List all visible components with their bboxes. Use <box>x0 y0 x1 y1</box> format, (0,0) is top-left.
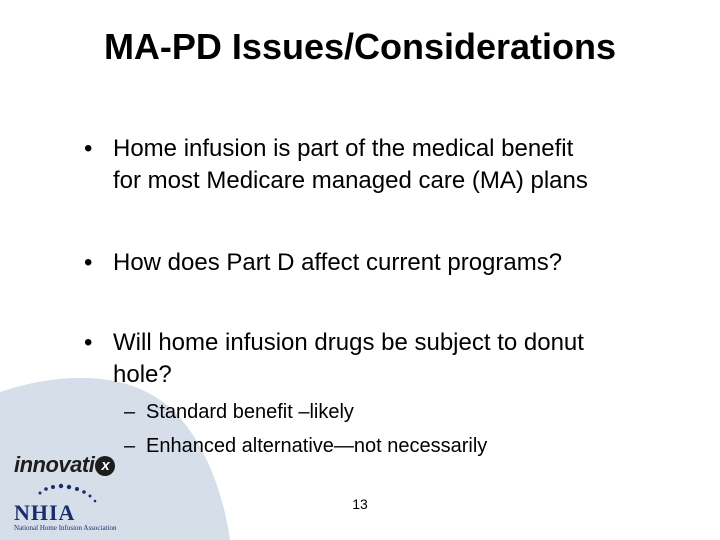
nhia-logo-text: NHIA <box>14 500 76 525</box>
bullet-text-line: hole? <box>113 361 172 388</box>
bullet-text-line: for most Medicare managed care (MA) plans <box>113 167 588 194</box>
innovatix-logo <box>14 452 115 478</box>
sub-bullet-marker: – <box>124 401 136 423</box>
bullet-text-line: How does Part D affect current programs? <box>113 249 563 276</box>
bullet-text-line: Will home infusion drugs be subject to donut <box>113 329 584 356</box>
sub-bullet-marker: – <box>124 435 136 457</box>
bullet-text-line: Home infusion is part of the medical benefit <box>113 135 574 162</box>
nhia-logo-subtitle: National Home Infusion Association <box>14 524 117 532</box>
slide-title: MA-PD Issues/Considerations <box>103 26 617 67</box>
sub-bullet-text: Enhanced alternative—not necessarily <box>146 435 488 457</box>
bullet-marker: • <box>84 249 93 276</box>
page-number: 13 <box>352 496 368 512</box>
sub-bullet-text: Standard benefit –likely <box>146 401 354 423</box>
innovatix-logo-mark: x <box>95 456 115 476</box>
innovatix-logo-text: innovati <box>14 452 95 477</box>
bullet-marker: • <box>84 329 93 356</box>
bullet-marker: • <box>84 135 93 162</box>
